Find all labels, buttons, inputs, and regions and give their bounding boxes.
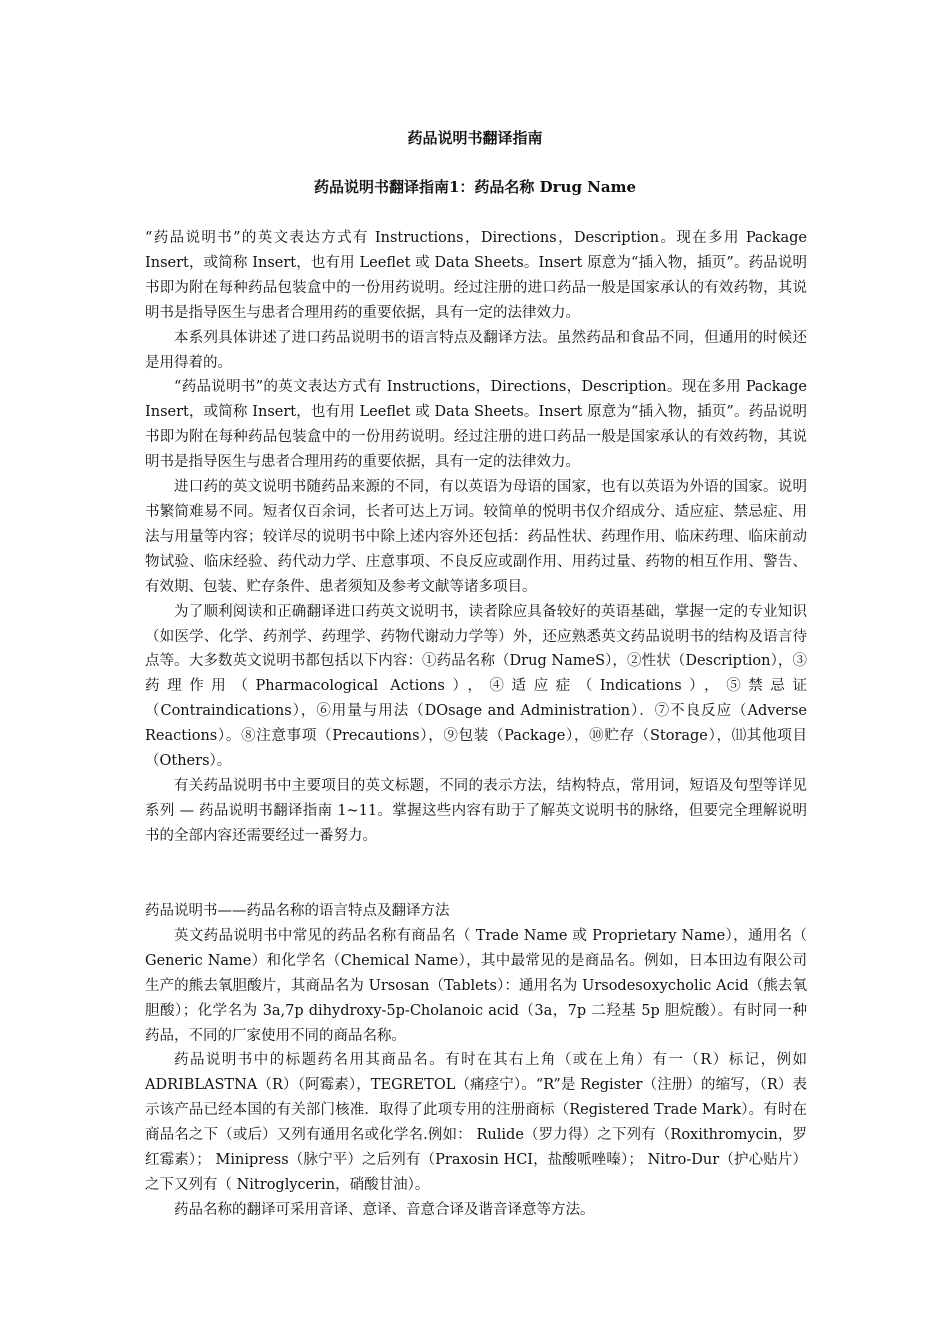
paragraph: 本系列具体讲述了进口药品说明书的语言特点及翻译方法。虽然药品和食品不同，但通用的时候还是用得着的。 [145, 329, 807, 371]
paragraph: 药品名称的翻译可采用音译、意译、音意合译及谐音译意等方法。 [174, 1201, 595, 1218]
paragraph: 进口药的英文说明书随药品来源的不同，有以英语为母语的国家，也有以英语为外语的国家。说明书繁简难易不同。短者仅百余词，长者可达上万词。较简单的悦明书仅介绍成分、适应症、禁忌症、用法与用量等内容；较详尽的说明书中除上述内容外还包括：药品性状、药理作用、临床药理、临床前动物试验、临床经验、药代动力学、庄意事项、不良反应或副作用、用药过量、药物的相互作用、警告、有效期、包装、贮存条件、患者须知及参考文献等诸多项目。 [145, 479, 807, 595]
drug-name-section [145, 899, 807, 1223]
section-heading: 药品说明书——药品名称的语言特点及翻译方法 [145, 903, 450, 919]
paragraph: “药品说明书”的英文表达方式有 Instructions，Directions，Description。现在多用 Package Insert，或简称 Insert，也有用 Leeflet 或 Data Sheets。Insert 原意为“插入物，插页”。药品说明书即为附在每种药品包装盒中的一份用药说明。经过注册的进口药品一般是国家承认的有效药物，其说明书是指导医生与患者合理用药的重要依据，具有一定的法律效力。 [145, 230, 807, 321]
paragraph: 为了顺利阅读和正确翻译进口药英文说明书，读者除应具备较好的英语基础，掌握一定的专业知识（如医学、化学、药剂学、药理学、药物代谢动力学等）外，还应熟悉英文药品说明书的结构及语言待点等。大多数英文说明书都包括以下内容：①药品名称（Drug NameS），②性状（Description），③药理作用（Pharmacological Actions），④适应症（Indications），⑤禁忌证（Contraindications），⑥用量与用法（DOsage and Administration）．⑦不良反应（Adverse Reactions）。⑧注意事项（Precautions），⑨包装（Package），⑩贮存（Storage），⑾其他项目（Others）。 [145, 603, 807, 770]
paragraph: 英文药品说明书中常见的药品名称有商品名（ Trade Name 或 Proprietary Name），通用名（ Generic Name）和化学名（Chemical Name），其中最常见的是商品名。例如，日本田边有限公司生产的熊去氧胆酸片，其商品名为 Ursosan（Tablets）：通用名为 Ursodesoxycholic Acid（熊去氧胆酸）；化学名为 3a,7p dihydroxy-5p-Cholanoic acid（3a，7p 二羟基 5p 胆烷酸）。有时同一种药品，不同的厂家使用不同的商品名称。 [145, 927, 807, 1044]
intro-section [145, 226, 807, 849]
document-subtitle: 药品说明书翻译指南1：药品名称 Drug Name [313, 178, 637, 196]
paragraph: “药品说明书”的英文表达方式有 Instructions，Directions，Description。现在多用 Package Insert，或简称 Insert，也有用 Leeflet 或 Data Sheets。Insert 原意为“插入物，插页”。药品说明书即为附在每种药品包装盒中的一份用药说明。经过注册的进口药品一般是国家承认的有效药物，其说明书是指导医生与患者合理用药的重要依据，具有一定的法律效力。 [145, 379, 807, 471]
paragraph: 有关药品说明书中主要项目的英文标题，不同的表示方法，结构特点，常用词，短语及句型等详见系列 — 药品说明书翻译指南 1~11。掌握这些内容有助于了解英文说明书的脉络，但要完全理解说明书的全部内容还需要经过一番努力。 [145, 777, 807, 844]
document-title: 药品说明书翻译指南 [407, 129, 543, 147]
paragraph: 药品说明书中的标题药名用其商品名。有时在其右上角（或在上角）有一（R）标记，例如 ADRIBLASTNA（R）（阿霉素），TEGRETOL（痛痉宁）。“R”是 Register（注册）的缩写，（R）表示该产品已经本国的有关部门核准．取得了此项专用的注册商标（Registered Trade Mark）。有时在商品名之下（或后）又列有通用名或化学名.例如： Rulide（罗力得）之下列有（Roxithromycin，罗红霉素）； Minipress（脉宁平）之后列有（Praxosin HCI，盐酸哌唑嗪）； Nitro-Dur（护心贴片）之下又列有（ Nitroglycerin，硝酸甘油）。 [145, 1052, 807, 1193]
